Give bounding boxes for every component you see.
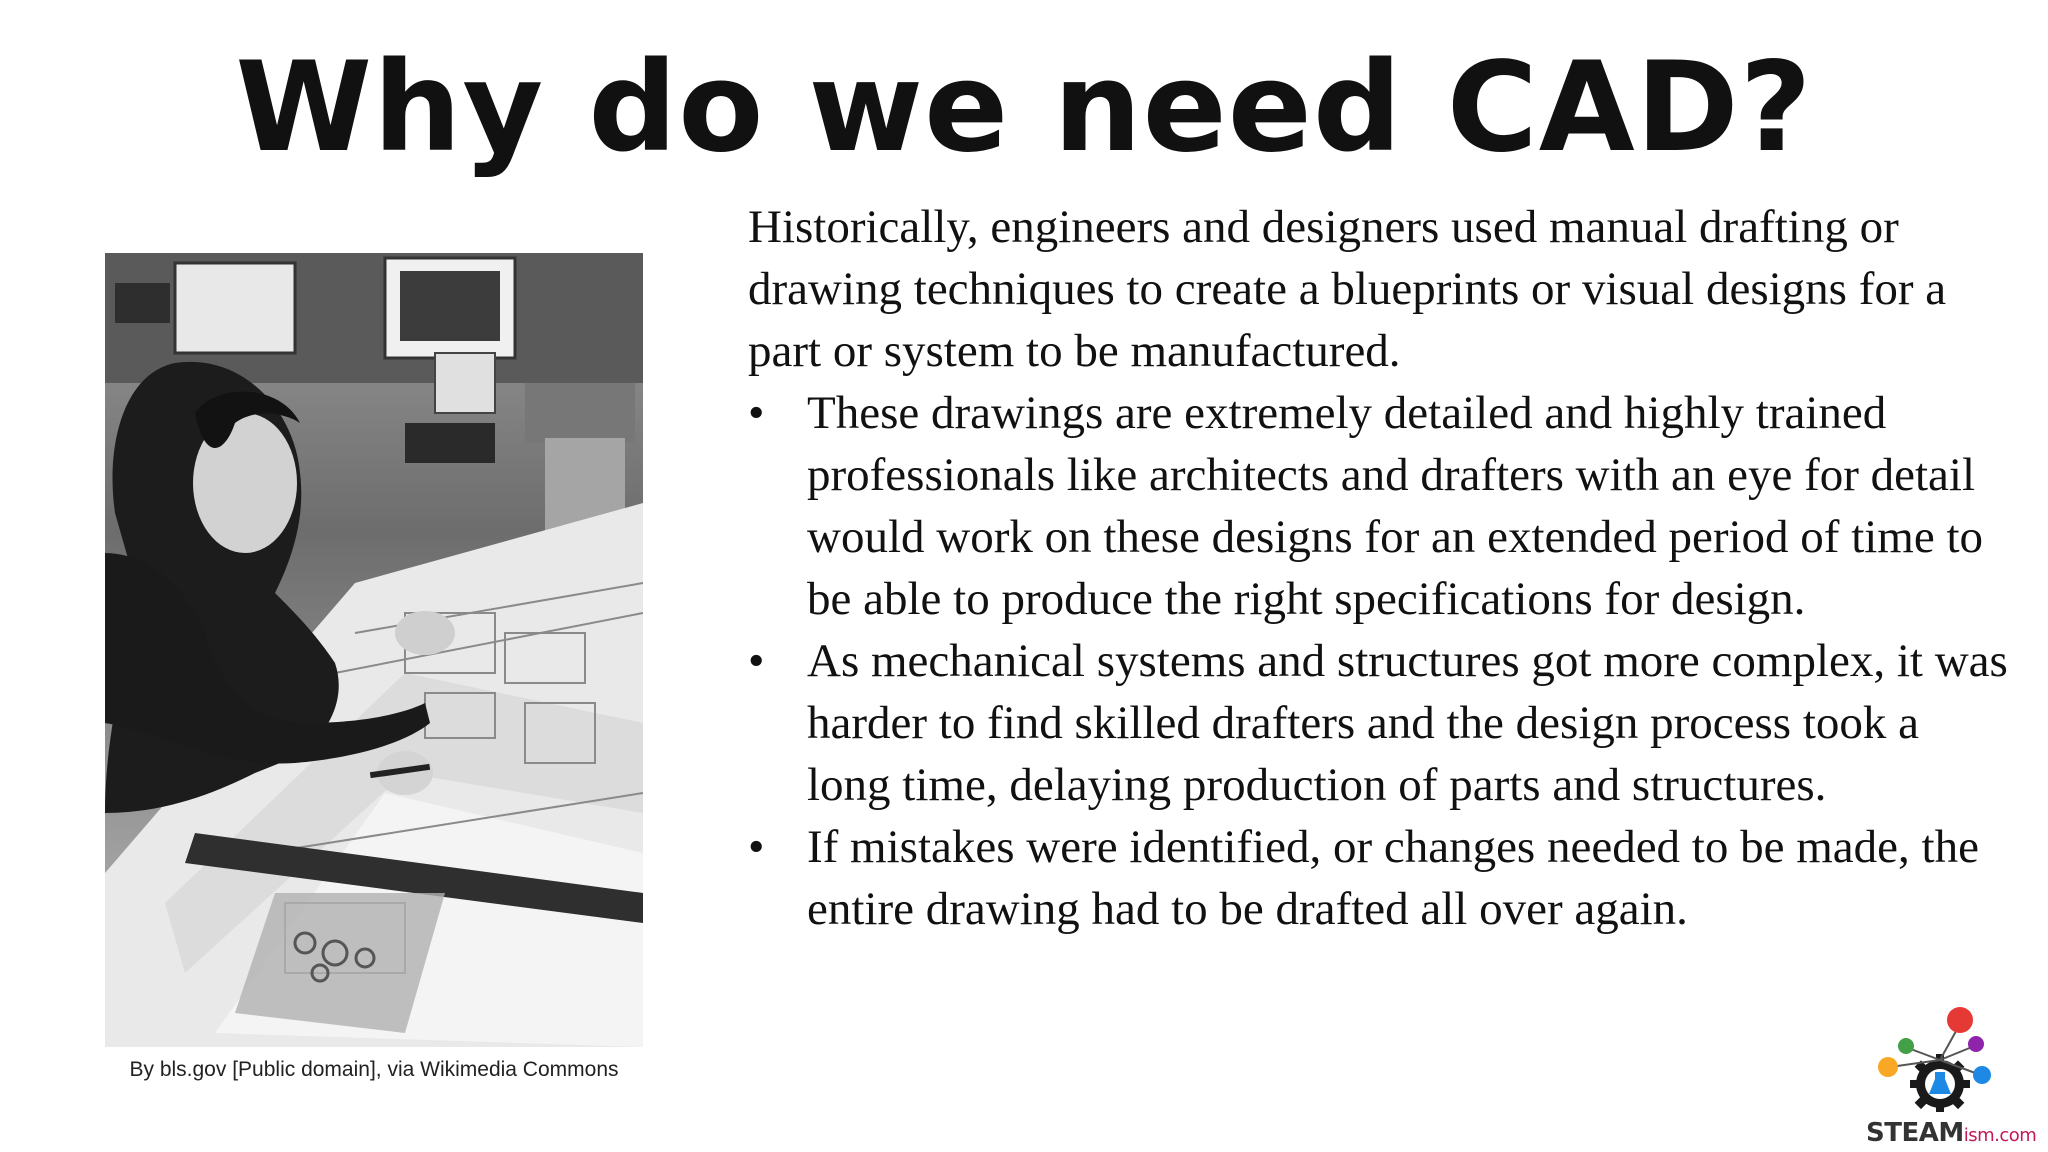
bullet-text: These drawings are extremely detailed and highly trained professionals like architects and drafters with an eye for detail would work on these designs for an extended period of time to be able to produce the right specifications for design. — [807, 387, 1984, 625]
drafter-photo — [105, 253, 643, 1047]
slide-title: Why do we need CAD? — [235, 36, 1813, 180]
drafter-photo-graphic — [105, 253, 643, 1047]
bullet-list — [748, 382, 2008, 940]
logo-main: STEAM — [1866, 1118, 1964, 1148]
bullet-text: If mistakes were identified, or changes needed to be made, the entire drawing had to be drafted all over again. — [807, 821, 1979, 935]
intro-paragraph: Historically, engineers and designers used manual drafting or drawing techniques to create a blueprints or visual designs for a part or system to be manufactured. — [748, 201, 1947, 377]
bullet-item — [748, 382, 2008, 630]
bullet-marker: • — [748, 635, 765, 687]
steamism-logo — [1860, 1002, 2037, 1150]
bullet-item — [748, 630, 2008, 816]
photo-caption: By bls.gov [Public domain], via Wikimedia Commons — [129, 1058, 619, 1081]
bullet-item — [748, 816, 2008, 940]
bullet-marker: • — [748, 387, 765, 439]
bullet-text: As mechanical systems and structures got more complex, it was harder to find skilled drafters and the design process took a long time, delaying production of parts and structures. — [807, 635, 2008, 811]
bullet-marker: • — [748, 821, 765, 873]
gear-flask-icon — [1860, 1002, 2020, 1112]
logo-wordmark — [1866, 1118, 2036, 1148]
logo-suffix: ism.com — [1963, 1125, 2037, 1146]
slide-body — [748, 196, 2008, 940]
